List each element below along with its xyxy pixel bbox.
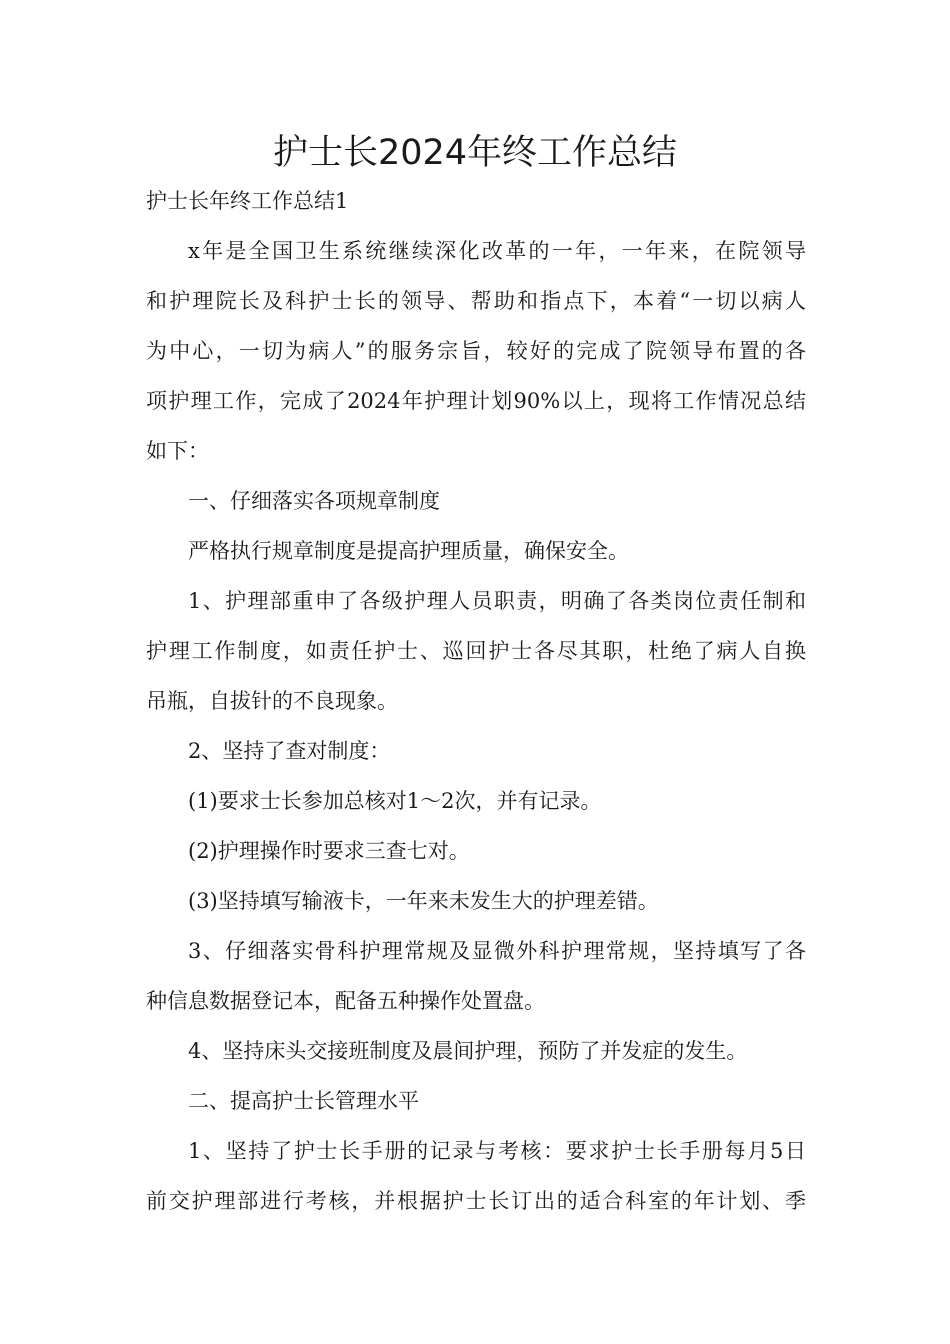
paragraph-line: 吊瓶，自拔针的不良现象。 bbox=[146, 689, 398, 713]
paragraph-line: 1、坚持了护士长手册的记录与考核：要求护士长手册每月5日 bbox=[188, 1139, 806, 1163]
section-heading: 二、提高护士长管理水平 bbox=[188, 1089, 419, 1113]
document-title: 护士长2024年终工作总结 bbox=[272, 133, 678, 173]
paragraph-line: 3、仔细落实骨科护理常规及显微外科护理常规，坚持填写了各 bbox=[188, 939, 806, 963]
paragraph-line: 为中心，一切为病人”的服务宗旨，较好的完成了院领导布置的各 bbox=[146, 339, 806, 363]
list-item: (2)护理操作时要求三查七对。 bbox=[188, 839, 470, 863]
list-item: (3)坚持填写输液卡，一年来未发生大的护理差错。 bbox=[188, 889, 659, 913]
paragraph-line: x年是全国卫生系统继续深化改革的一年，一年来，在院领导 bbox=[188, 239, 806, 263]
paragraph-line: 如下： bbox=[146, 439, 209, 463]
paragraph-line: 2、坚持了查对制度： bbox=[188, 739, 391, 763]
paragraph-line: 和护理院长及科护士长的领导、帮助和指点下，本着“一切以病人 bbox=[146, 289, 806, 313]
paragraph-line: 1、护理部重申了各级护理人员职责，明确了各类岗位责任制和 bbox=[188, 589, 806, 613]
document-subtitle: 护士长年终工作总结1 bbox=[146, 189, 349, 213]
paragraph-line: 种信息数据登记本，配备五种操作处置盘。 bbox=[146, 989, 545, 1013]
paragraph-line: 前交护理部进行考核，并根据护士长订出的适合科室的年计划、季 bbox=[146, 1189, 806, 1213]
list-item: (1)要求士长参加总核对1～2次，并有记录。 bbox=[188, 789, 602, 813]
paragraph-line: 严格执行规章制度是提高护理质量，确保安全。 bbox=[188, 539, 629, 563]
paragraph-line: 4、坚持床头交接班制度及晨间护理，预防了并发症的发生。 bbox=[188, 1039, 748, 1063]
paragraph-line: 护理工作制度，如责任护士、巡回护士各尽其职，杜绝了病人自换 bbox=[146, 639, 806, 663]
paragraph-line: 项护理工作，完成了2024年护理计划90%以上，现将工作情况总结 bbox=[146, 389, 806, 413]
section-heading: 一、仔细落实各项规章制度 bbox=[188, 489, 440, 513]
